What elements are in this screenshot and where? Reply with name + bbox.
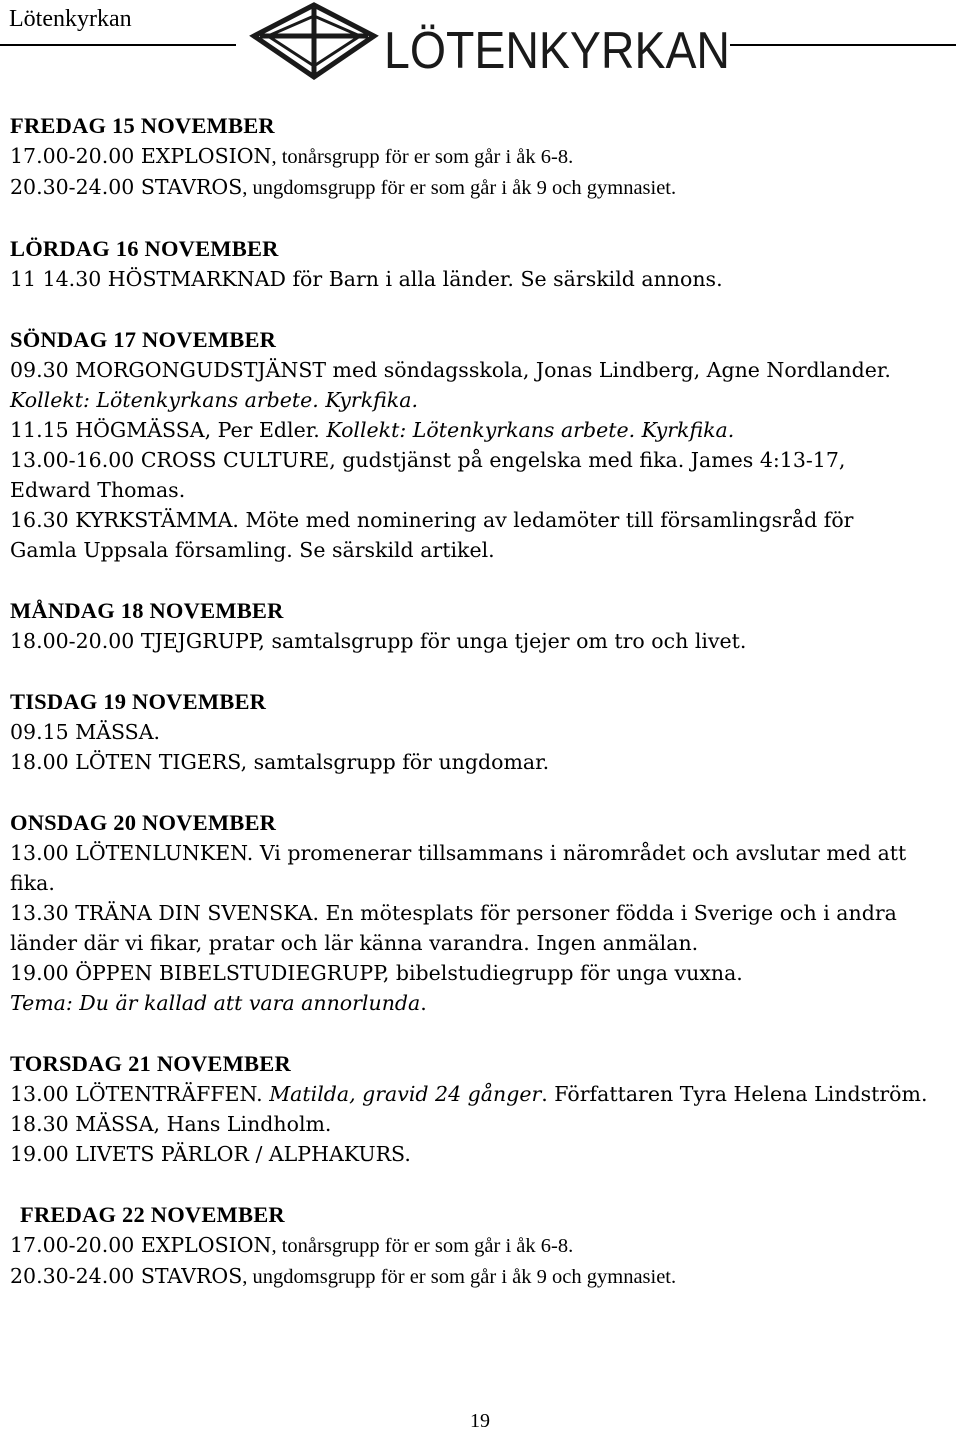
- event-text: 09.15 MÄSSA.: [10, 720, 161, 744]
- event-text: 09.30 MORGONGUDSTJÄNST med söndagsskola, Jonas Lindberg, Agne Nordlander.: [10, 358, 891, 382]
- day-heading: TORSDAG 21 NOVEMBER: [10, 1051, 291, 1076]
- day-heading: ONSDAG 20 NOVEMBER: [10, 810, 277, 835]
- calendar-day: [10, 1199, 950, 1292]
- calendar-day: [10, 807, 950, 1018]
- event-line: [10, 475, 950, 505]
- calendar-day: [10, 110, 950, 203]
- event-line: [10, 1230, 950, 1261]
- event-text: , ungdomsgrupp för er som går i åk 9 och gymnasiet.: [242, 1266, 677, 1288]
- event-text: 17.00-20.00 EXPLOSION: [10, 144, 272, 168]
- event-text: . Författaren Tyra Helena Lindström.: [541, 1082, 928, 1106]
- event-line: [10, 626, 950, 656]
- church-cross-logo-icon: [244, 2, 384, 80]
- event-line: [10, 505, 950, 535]
- event-line: [10, 958, 950, 988]
- event-line: [10, 445, 950, 475]
- event-text: 13.00 LÖTENTRÄFFEN.: [10, 1082, 270, 1106]
- event-text: 19.00 LIVETS PÄRLOR / ALPHAKURS.: [10, 1142, 411, 1166]
- event-line: [10, 838, 950, 868]
- day-heading: MÅNDAG 18 NOVEMBER: [10, 598, 284, 623]
- day-heading: FREDAG 15 NOVEMBER: [10, 113, 275, 138]
- day-heading: TISDAG 19 NOVEMBER: [10, 689, 267, 714]
- event-line: [10, 928, 950, 958]
- event-line: [10, 1079, 950, 1109]
- event-text: Gamla Uppsala församling. Se särskild artikel.: [10, 538, 495, 562]
- event-line: [10, 141, 950, 172]
- calendar-day: [10, 324, 950, 565]
- event-text: fika.: [10, 871, 55, 895]
- page-header: [0, 0, 960, 80]
- site-name: Lötenkyrkan: [9, 6, 132, 32]
- event-line: [10, 717, 950, 747]
- event-note-text: Kollekt: Lötenkyrkans arbete. Kyrkfika.: [10, 388, 418, 412]
- page-number: 19: [470, 1410, 490, 1432]
- event-line: [10, 415, 950, 445]
- event-line: [10, 747, 950, 777]
- event-text: 18.30 MÄSSA, Hans Lindholm.: [10, 1112, 332, 1136]
- calendar-day: [10, 233, 950, 294]
- event-text: 16.30 KYRKSTÄMMA. Möte med nominering av ledamöter till församlingsråd för: [10, 508, 854, 532]
- event-text: 17.00-20.00 EXPLOSION: [10, 1233, 272, 1257]
- event-line: [10, 1261, 950, 1292]
- event-line: [10, 355, 950, 385]
- event-note-text: Matilda, gravid 24 gånger: [269, 1082, 542, 1106]
- day-heading: LÖRDAG 16 NOVEMBER: [10, 236, 279, 261]
- event-calendar: [10, 110, 950, 1322]
- event-line: [10, 385, 950, 415]
- day-heading: SÖNDAG 17 NOVEMBER: [10, 327, 277, 352]
- event-note-text: Kollekt: Lötenkyrkans arbete. Kyrkfika.: [326, 418, 735, 442]
- event-line: [10, 172, 950, 203]
- event-note-text: Tema: Du är kallad att vara annorlunda: [10, 991, 421, 1015]
- event-text: 13.00-16.00 CROSS CULTURE, gudstjänst på engelska med fika. James 4:13-17,: [10, 448, 846, 472]
- event-line: [10, 898, 950, 928]
- event-text: 11.15 HÖGMÄSSA, Per Edler.: [10, 418, 327, 442]
- event-text: 20.30-24.00 STAVROS: [10, 1264, 243, 1288]
- event-text: , tonårsgrupp för er som går i åk 6-8.: [271, 1235, 574, 1257]
- event-text: , ungdomsgrupp för er som går i åk 9 och gymnasiet.: [242, 177, 677, 199]
- header-rule-left: [0, 44, 236, 46]
- header-rule-right: [730, 44, 956, 46]
- event-text: 20.30-24.00 STAVROS: [10, 175, 243, 199]
- event-text: 18.00-20.00 TJEJGRUPP, samtalsgrupp för unga tjejer om tro och livet.: [10, 629, 747, 653]
- calendar-day: [10, 595, 950, 656]
- event-text: 13.00 LÖTENLUNKEN. Vi promenerar tillsammans i närområdet och avslutar med att: [10, 841, 907, 865]
- event-text: Edward Thomas.: [10, 478, 186, 502]
- event-text: 18.00 LÖTEN TIGERS, samtalsgrupp för ungdomar.: [10, 750, 550, 774]
- event-text: 11 14.30 HÖSTMARKNAD för Barn i alla länder. Se särskild annons.: [10, 267, 723, 291]
- day-heading: FREDAG 22 NOVEMBER: [20, 1202, 285, 1227]
- event-line: [10, 535, 950, 565]
- event-text: 19.00 ÖPPEN BIBELSTUDIEGRUPP, bibelstudiegrupp för unga vuxna.: [10, 961, 743, 985]
- church-wordmark-logo: [384, 20, 734, 74]
- logo-wordmark-text: LÖTENKYRKAN: [384, 22, 730, 74]
- event-text: 13.30 TRÄNA DIN SVENSKA. En mötesplats för personer födda i Sverige och i andra: [10, 901, 897, 925]
- event-line: [10, 1109, 950, 1139]
- event-line: [10, 988, 950, 1018]
- calendar-day: [10, 1048, 950, 1169]
- event-line: [10, 1139, 950, 1169]
- event-text: .: [420, 991, 427, 1015]
- event-line: [10, 264, 950, 294]
- event-text: länder där vi fikar, pratar och lär känna varandra. Ingen anmälan.: [10, 931, 699, 955]
- calendar-day: [10, 686, 950, 777]
- event-text: , tonårsgrupp för er som går i åk 6-8.: [271, 146, 574, 168]
- event-line: [10, 868, 950, 898]
